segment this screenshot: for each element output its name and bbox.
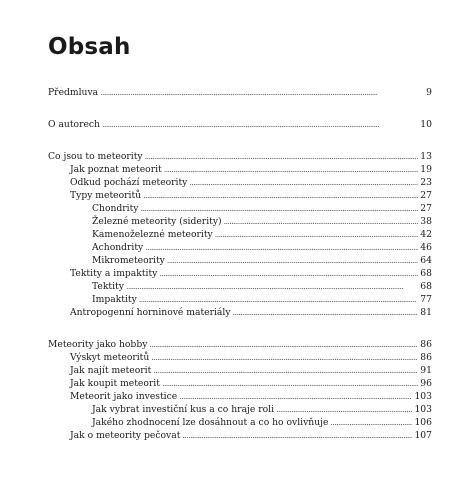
toc-entry-page: 64 [420,255,432,266]
toc-entry-title: Achondrity [92,242,144,253]
toc-entry-page: 68 [420,268,432,279]
toc-entry [48,86,432,99]
dot-leader [153,364,418,377]
toc-entry-title: Jak vybrat investiční kus a co hraje roli [92,404,275,415]
toc-entry [48,403,432,416]
dot-leader [149,338,418,351]
toc-entry-page: 106 [414,417,432,428]
toc-entry-page: 68 [420,281,432,292]
toc-entry-title: Meteority jako hobby [48,339,148,350]
dot-leader [167,254,418,267]
dot-leader [141,202,419,215]
dot-leader [126,280,418,293]
toc-entry-title: Chondrity [92,203,139,214]
dot-leader [139,293,419,306]
toc-entry-page: 96 [420,378,432,389]
toc-entry-title: Výskyt meteoritů [70,352,150,363]
toc-entry [48,306,432,319]
toc-entry-title: Impaktity [92,294,137,305]
toc-entry-title: Odkud pochází meteority [70,177,188,188]
toc-entry [48,163,432,176]
toc-entry [48,429,432,442]
toc-entry-title: Tektity a impaktity [70,268,158,279]
toc-entry-page: 19 [420,164,432,175]
toc-entry [48,390,432,403]
toc-entry-page: 13 [420,151,432,162]
toc-entry-page: 107 [414,430,432,441]
toc-entry [48,189,432,202]
toc-entry [48,176,432,189]
toc-entry-title: Předmluva [48,87,99,98]
toc-entry [48,293,432,306]
dot-leader [162,377,418,390]
toc-entry-title: Mikrometeority [92,255,165,266]
toc-entry-title: Antropogenní horninové materiály [70,307,231,318]
toc-entry-title: Tektity [92,281,124,292]
toc-entry-page: 9 [426,87,432,98]
toc-entry-title: Jak najít meteorit [70,365,152,376]
dot-leader [159,267,418,280]
toc-entry-page: 23 [420,177,432,188]
toc-entry-page: 27 [420,190,432,201]
toc-entry-title: Železné meteority (siderity) [92,216,222,227]
dot-leader [224,215,419,228]
dot-leader [143,189,418,202]
dot-leader [330,416,412,429]
dot-leader [215,228,419,241]
toc-entry-title: Jak o meteority pečovat [70,430,181,441]
toc-entry [48,254,432,267]
dot-leader [164,163,419,176]
toc-entry-page: 81 [420,307,432,318]
toc-entry [48,215,432,228]
toc-entry [48,228,432,241]
toc-entry-page: 103 [414,404,432,415]
toc-entry-page: 42 [420,229,432,240]
toc-entry-title: O autorech [48,119,100,130]
dot-leader [179,390,412,403]
toc-entry [48,351,432,364]
toc-entry-title: Co jsou to meteority [48,151,143,162]
toc-entry-page: 38 [420,216,432,227]
toc-entry-page: 10 [420,119,432,130]
toc-entry [48,416,432,429]
toc-entry-title: Jak poznat meteorit [70,164,162,175]
toc-entry-page: 91 [420,365,432,376]
toc-entry-page: 103 [414,391,432,402]
dot-leader [102,118,418,131]
toc-entry [48,202,432,215]
toc-entry-page: 77 [420,294,432,305]
toc-entry [48,377,432,390]
toc-entry [48,338,432,351]
page-title: Obsah [48,34,131,60]
toc-entry [48,267,432,280]
toc-entry [48,118,432,131]
toc-entry-page: 86 [420,339,432,350]
toc-entry-title: Jakého zhodnocení lze dosáhnout a co ho ovlivňuje [92,417,329,428]
toc-entry [48,241,432,254]
toc-entry [48,364,432,377]
table-of-contents [48,86,432,442]
dot-leader [145,150,419,163]
toc-entry [48,280,432,293]
dot-leader [151,351,418,364]
toc-entry [48,150,432,163]
toc-entry-page: 46 [420,242,432,253]
dot-leader [145,241,418,254]
toc-entry-title: Meteorit jako investice [70,391,178,402]
toc-entry-title: Jak koupit meteorit [70,378,160,389]
dot-leader [182,429,412,442]
toc-entry-title: Kamenoželezné meteority [92,229,213,240]
dot-leader [233,306,419,319]
dot-leader [189,176,418,189]
dot-leader [276,403,412,416]
toc-entry-title: Typy meteoritů [70,190,142,201]
toc-entry-page: 27 [420,203,432,214]
toc-entry-page: 86 [420,352,432,363]
dot-leader [100,86,420,99]
